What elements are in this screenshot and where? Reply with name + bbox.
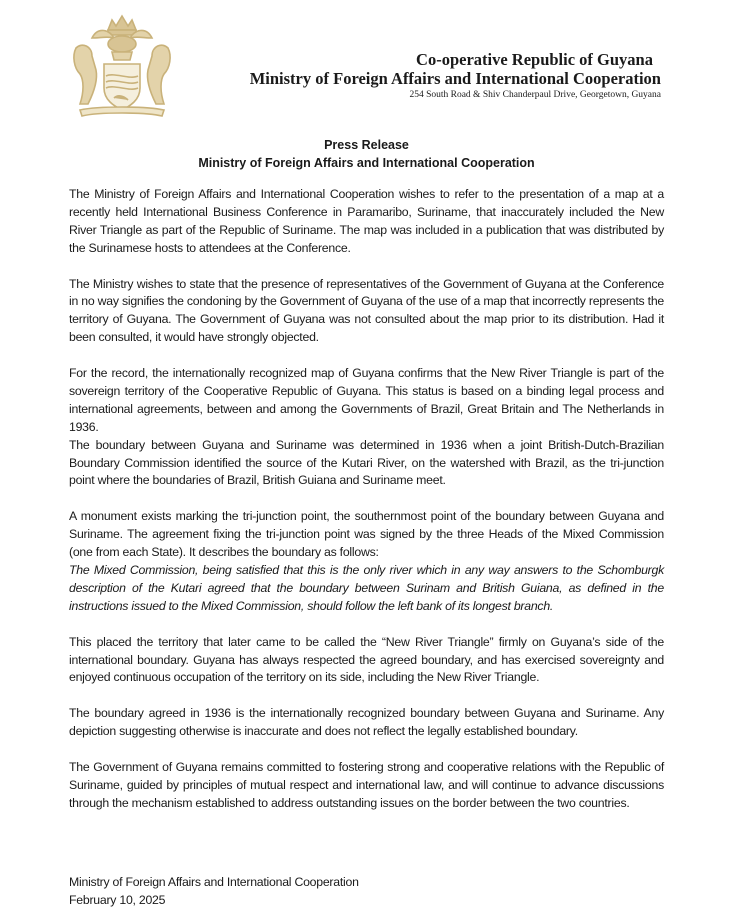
- letterhead: [250, 50, 661, 101]
- press-release-body: [69, 186, 664, 831]
- signoff-date: February 10, 2025: [69, 893, 166, 907]
- signoff: [69, 873, 359, 909]
- document-titles: [0, 136, 733, 172]
- quoted-paragraph: The Mixed Commission, being satisfied that this is the only river which in any way answers to the Schomburgk description of the Kutari agreed that the boundary between Surinam and British Guiana, as defined in the instructions issued to the Mixed Commission, should follow the left bank of its longest branch.: [69, 562, 664, 613]
- document-heading: Press Release: [324, 138, 409, 152]
- paragraph: The boundary agreed in 1936 is the internationally recognized boundary between Guyana and Suriname. Any depiction suggesting otherwise is inaccurate and does not reflect the legally established boundary.: [69, 706, 664, 739]
- paragraph: A monument exists marking the tri-junction point, the southernmost point of the boundary between Guyana and Suriname. The agreement fixing the tri-junction point was signed by the three Heads of the Mixed Commission (one from each State). It describes the boundary as follows:: [69, 509, 664, 560]
- letterhead-republic: Co-operative Republic of Guyana: [416, 50, 653, 69]
- paragraph: For the record, the internationally recognized map of Guyana confirms that the New River Triangle is part of the sovereign territory of the Cooperative Republic of Guyana. This status is based on a binding legal process and international agreements, between and among the Governments of Brazil, Great Britain and The Netherlands in 1936.: [69, 366, 664, 434]
- document-subheading: Ministry of Foreign Affairs and International Cooperation: [198, 156, 535, 170]
- paragraph: The Ministry wishes to state that the presence of representatives of the Government of Guyana at the Conference in no way signifies the condoning by the Government of Guyana of the use of a map that incorrectly represents the territory of Guyana. The Government of Guyana was not consulted about the map prior to its distribution. Had it been consulted, it would have strongly objected.: [69, 276, 664, 345]
- coat-of-arms-icon: [58, 8, 186, 120]
- paragraph: The Government of Guyana remains committed to fostering strong and cooperative relations with the Republic of Suriname, guided by principles of mutual respect and international law, and will continue to advance discussions through the mechanism established to address outstanding issues on the border between the two countries.: [69, 759, 664, 810]
- paragraph: The Ministry of Foreign Affairs and International Cooperation wishes to refer to the presentation of a map at a recently held International Business Conference in Paramaribo, Suriname, that inaccurately included the New River Triangle as part of the Republic of Suriname. The map was included in a publication that was distributed by the Surinamese hosts to attendees at the Conference.: [69, 187, 664, 255]
- paragraph: The boundary between Guyana and Suriname was determined in 1936 when a joint British-Dutch-Brazilian Boundary Commission identified the source of the Kutari River, on the watershed with Brazil, as the tri-junction point where the boundaries of Brazil, British Guiana and Suriname meet.: [69, 437, 664, 488]
- letterhead-address: 254 South Road & Shiv Chanderpaul Drive, Georgetown, Guyana: [409, 90, 661, 100]
- signoff-organization: Ministry of Foreign Affairs and International Cooperation: [69, 875, 359, 889]
- letterhead-ministry: Ministry of Foreign Affairs and International Cooperation: [249, 69, 661, 88]
- paragraph: This placed the territory that later came to be called the “New River Triangle” firmly on Guyana’s side of the international boundary. Guyana has always respected the agreed boundary, and has exercised sovereignty and enjoyed continuous occupation of the territory on its side, including the New River Triangle.: [69, 634, 664, 685]
